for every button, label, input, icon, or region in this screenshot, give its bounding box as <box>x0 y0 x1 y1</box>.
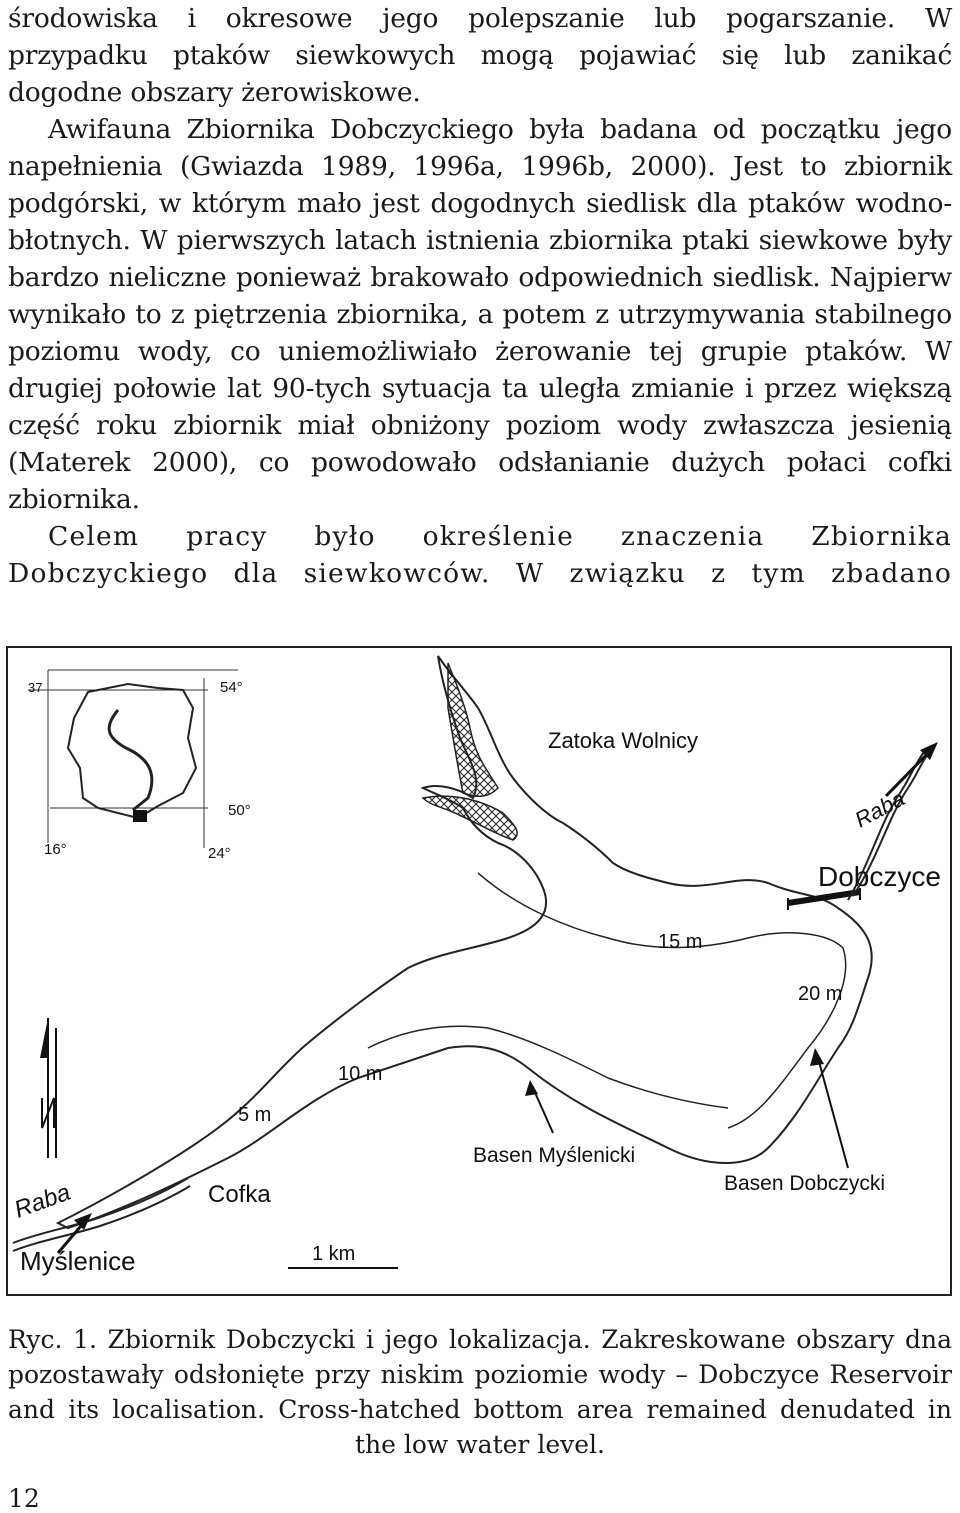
location-marker <box>133 810 147 822</box>
inset-lat-54: 54° <box>220 679 243 696</box>
page-number: 12 <box>8 1484 40 1513</box>
arrow-basen-mysl <box>525 1080 553 1133</box>
paragraph-line-3: dogodne obszary żerowiskowe. <box>8 77 421 108</box>
figure-map <box>6 646 952 1296</box>
label-basen-dobczycki: Basen Dobczycki <box>724 1172 886 1195</box>
arrow-basen-dob <box>810 1048 848 1168</box>
inset-lon-16: 16° <box>44 841 67 858</box>
reservoir-map <box>8 648 950 1294</box>
label-depth-10: 10 m <box>338 1063 383 1085</box>
paragraph-awifauna: Awifauna Zbiornika Dobczyckiego była badana od początku jego napełnienia (Gwiazda 1989, 1996a, 1996b, 2000). Jest to zbiornik podgórski, w którym mało jest dogodnych siedlisk dla ptaków wodno-błotnych. W pierwszych latach istnienia zbiornika ptaki siewkowe były bardzo nieliczne ponieważ brakowało odpowiednich siedlisk. Najpierw wynikało to z piętrzenia zbiornika, a potem z utrzymywania stabilnego poziomu wody, co uniemożliwiało żerowanie tej grupie ptaków. W drugiej połowie lat 90-tych sytuacja ta uległa zmianie i przez większą część roku zbiornik miał obniżony poziom wody zwłaszcza jesienią (Materek 2000), co powodowało odsłanianie dużych połaci cofki zbiornika. <box>8 114 952 515</box>
label-depth-20: 20 m <box>798 983 843 1005</box>
label-myslenice: Myślenice <box>20 1246 136 1276</box>
paragraph-line-1: środowiska i okresowe jego polepszanie lub pogarszanie. W <box>8 3 952 34</box>
poland-inset <box>28 670 251 862</box>
label-dobczyce: Dobczyce <box>818 861 941 892</box>
cross-hatched-area <box>448 663 498 796</box>
north-arrow <box>40 1018 56 1158</box>
paragraph-celem: Celem pracy było określenie znaczenia Zbiornika Dobczyckiego dla siewkowców. W związku z tym zbadano <box>8 521 952 589</box>
inset-lon-24: 24° <box>208 845 231 862</box>
label-basen-myslenicki: Basen Myślenicki <box>473 1144 636 1167</box>
inset-lat-label: 37 <box>28 680 43 695</box>
reservoir <box>58 656 872 1228</box>
paragraph-line-2: przypadku ptaków siewkowych mogą pojawiać się lub zanikać <box>8 40 952 71</box>
body-text-top <box>8 0 952 592</box>
cross-hatched-area-2 <box>423 796 517 840</box>
label-raba-ne: Raba <box>850 785 909 833</box>
label-depth-5: 5 m <box>238 1104 272 1126</box>
label-zatoka-wolnicy: Zatoka Wolnicy <box>548 728 698 753</box>
figure-caption: Ryc. 1. Zbiornik Dobczycki i jego lokalizacja. Zakreskowane obszary dna pozostawały odsłonięte przy niskim poziomie wody – Dobczyce Reservoir and its localisation. Cross-hatched bottom area remained denudated in the low water level. <box>8 1325 952 1459</box>
label-cofka: Cofka <box>208 1181 271 1208</box>
inset-lat-50: 50° <box>228 802 251 819</box>
label-scale: 1 km <box>312 1243 356 1265</box>
label-depth-15: 15 m <box>658 931 703 953</box>
label-raba-sw: Raba <box>10 1178 74 1224</box>
